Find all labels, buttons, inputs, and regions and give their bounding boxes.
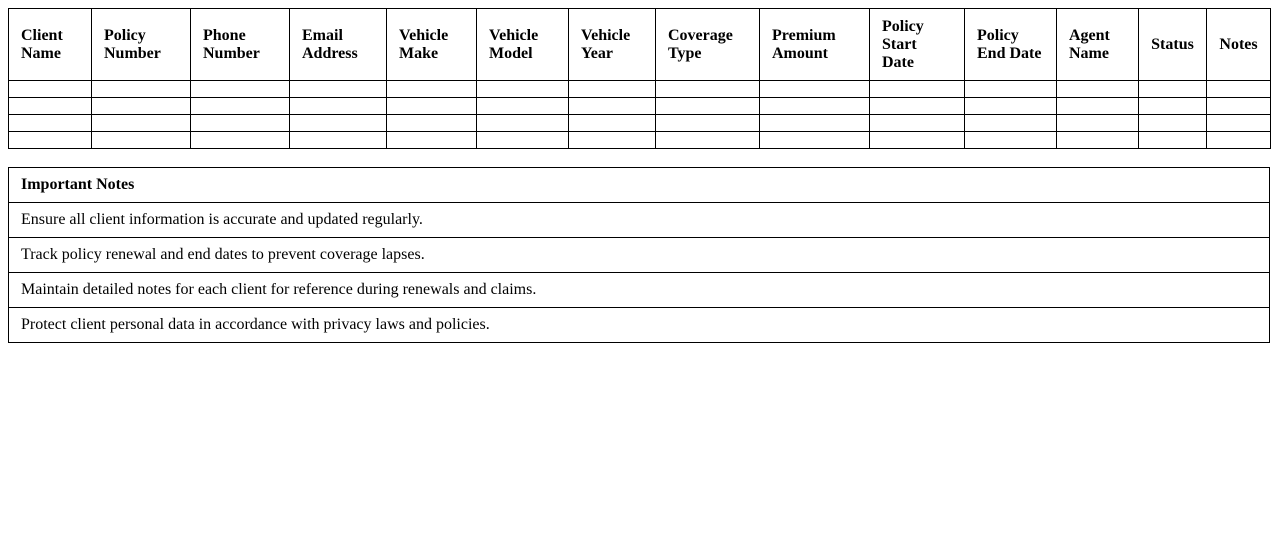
table-cell[interactable] [477, 98, 569, 115]
table-header-row [9, 9, 1271, 81]
table-cell[interactable] [477, 81, 569, 98]
table-cell[interactable] [191, 115, 290, 132]
table-cell[interactable] [569, 81, 656, 98]
table-cell[interactable] [92, 115, 191, 132]
table-cell[interactable] [1139, 115, 1207, 132]
table-cell[interactable] [387, 81, 477, 98]
table-cell[interactable] [290, 132, 387, 149]
table-cell[interactable] [1057, 81, 1139, 98]
table-cell[interactable] [9, 81, 92, 98]
table-cell[interactable] [1139, 81, 1207, 98]
note-item: Track policy renewal and end dates to prevent coverage lapses. [9, 238, 1270, 273]
table-cell[interactable] [656, 115, 760, 132]
table-cell[interactable] [191, 98, 290, 115]
table-cell[interactable] [290, 98, 387, 115]
table-cell[interactable] [290, 115, 387, 132]
table-cell[interactable] [1207, 115, 1271, 132]
table-cell[interactable] [656, 132, 760, 149]
table-cell[interactable] [387, 98, 477, 115]
table-cell[interactable] [1139, 98, 1207, 115]
table-cell[interactable] [477, 132, 569, 149]
client-policy-table [8, 8, 1271, 149]
table-cell[interactable] [569, 132, 656, 149]
column-header-policy-end-date: Policy End Date [965, 9, 1057, 81]
table-cell[interactable] [9, 98, 92, 115]
table-cell[interactable] [760, 81, 870, 98]
column-header-notes: Notes [1207, 9, 1271, 81]
column-header-phone-number: Phone Number [191, 9, 290, 81]
table-cell[interactable] [92, 98, 191, 115]
table-cell[interactable] [870, 132, 965, 149]
table-cell[interactable] [1057, 98, 1139, 115]
table-cell[interactable] [191, 132, 290, 149]
table-cell[interactable] [870, 98, 965, 115]
table-cell[interactable] [92, 132, 191, 149]
column-header-email-address: Email Address [290, 9, 387, 81]
table-cell[interactable] [1207, 98, 1271, 115]
table-cell[interactable] [1207, 132, 1271, 149]
table-cell[interactable] [569, 115, 656, 132]
column-header-vehicle-year: Vehicle Year [569, 9, 656, 81]
table-cell[interactable] [387, 115, 477, 132]
table-cell[interactable] [569, 98, 656, 115]
column-header-policy-number: Policy Number [92, 9, 191, 81]
notes-heading: Important Notes [9, 168, 1270, 203]
table-cell[interactable] [9, 132, 92, 149]
table-cell[interactable] [965, 98, 1057, 115]
table-cell[interactable] [387, 132, 477, 149]
table-cell[interactable] [870, 115, 965, 132]
column-header-status: Status [1139, 9, 1207, 81]
table-row [9, 132, 1271, 149]
column-header-vehicle-model: Vehicle Model [477, 9, 569, 81]
table-cell[interactable] [760, 115, 870, 132]
table-cell[interactable] [656, 81, 760, 98]
table-row [9, 98, 1271, 115]
table-cell[interactable] [92, 81, 191, 98]
table-cell[interactable] [1057, 115, 1139, 132]
table-cell[interactable] [760, 98, 870, 115]
table-cell[interactable] [965, 81, 1057, 98]
note-row [9, 238, 1270, 273]
document-page [8, 8, 1270, 343]
table-cell[interactable] [965, 115, 1057, 132]
table-cell[interactable] [1139, 132, 1207, 149]
table-cell[interactable] [191, 81, 290, 98]
note-item: Ensure all client information is accurate and updated regularly. [9, 203, 1270, 238]
table-cell[interactable] [290, 81, 387, 98]
note-row [9, 273, 1270, 308]
column-header-policy-start-date: Policy Start Date [870, 9, 965, 81]
note-item: Maintain detailed notes for each client for reference during renewals and claims. [9, 273, 1270, 308]
note-row [9, 203, 1270, 238]
important-notes-table [8, 167, 1270, 343]
column-header-premium-amount: Premium Amount [760, 9, 870, 81]
column-header-vehicle-make: Vehicle Make [387, 9, 477, 81]
table-cell[interactable] [477, 115, 569, 132]
table-row [9, 115, 1271, 132]
table-cell[interactable] [9, 115, 92, 132]
column-header-coverage-type: Coverage Type [656, 9, 760, 81]
table-cell[interactable] [760, 132, 870, 149]
table-cell[interactable] [1207, 81, 1271, 98]
table-cell[interactable] [965, 132, 1057, 149]
notes-heading-row [9, 168, 1270, 203]
table-cell[interactable] [1057, 132, 1139, 149]
column-header-agent-name: Agent Name [1057, 9, 1139, 81]
table-cell[interactable] [870, 81, 965, 98]
table-cell[interactable] [656, 98, 760, 115]
column-header-client-name: Client Name [9, 9, 92, 81]
note-row [9, 308, 1270, 343]
table-row [9, 81, 1271, 98]
note-item: Protect client personal data in accordance with privacy laws and policies. [9, 308, 1270, 343]
